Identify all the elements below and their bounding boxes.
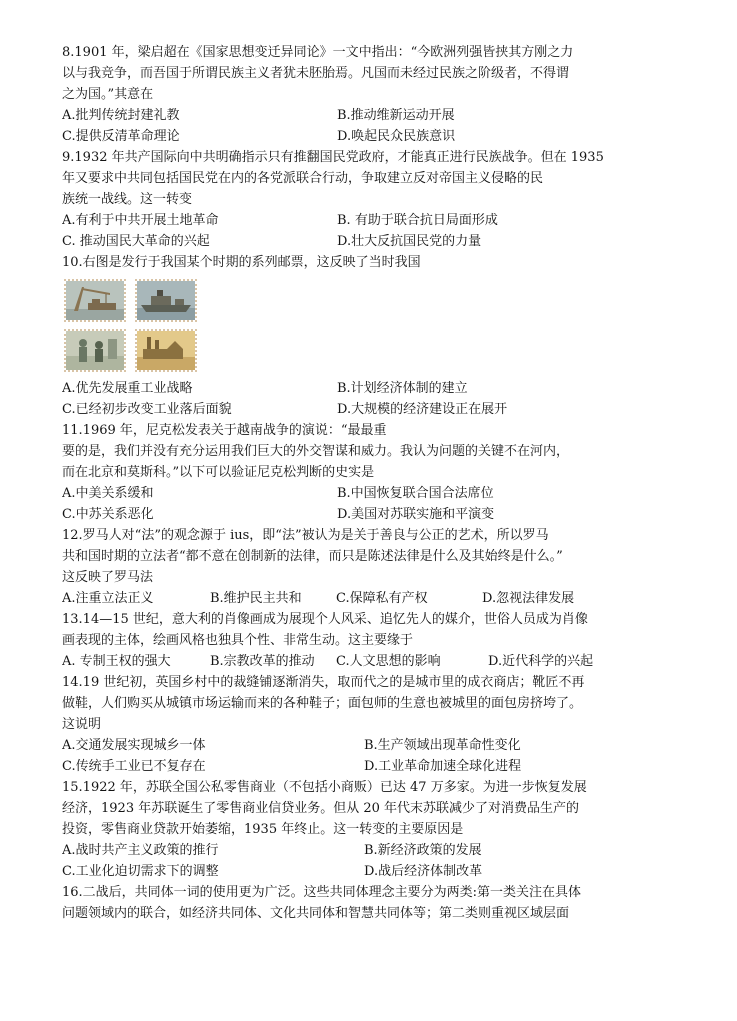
question-14-line-1: 14.19 世纪初，英国乡村中的裁缝铺逐渐消失，取而代之的是城市里的成衣商店；靴匠不再: [62, 675, 585, 690]
question-8-line-1: 8.1901 年，梁启超在《国家思想变迁异同论》一文中指出：“今欧洲列强皆挟其方刚之力: [62, 45, 574, 60]
question-9-option-d: D.壮大反抗国民党的力量: [337, 234, 482, 249]
question-12-line-1: 12.罗马人对“法”的观念源于 ius，即“法”被认为是关于善良与公正的艺术，所以罗马: [62, 528, 549, 543]
question-10-option-d: D.大规模的经济建设正在展开: [337, 402, 508, 417]
question-13-option-d: D.近代科学的兴起: [488, 654, 594, 669]
question-9: [62, 147, 712, 252]
question-9-line-3: 族统一战线。这一转变: [62, 192, 193, 207]
question-8: [62, 42, 712, 147]
question-13-option-a: A. 专制王权的强大: [62, 654, 171, 669]
question-14: [62, 672, 712, 777]
question-10-option-b: B.计划经济体制的建立: [337, 381, 468, 396]
question-13-options-row: [62, 651, 712, 672]
question-13: [62, 609, 712, 672]
question-11-line-1: 11.1969 年，尼克松发表关于越南战争的演说：“最最重: [62, 423, 387, 438]
question-10-options-row-2: [62, 399, 712, 420]
question-11-line-3: 而在北京和莫斯科。”以下可以验证尼克松判断的史实是: [62, 465, 375, 480]
question-10-options-row-1: [62, 378, 712, 399]
cargo-ship-stamp-icon: [135, 279, 197, 322]
question-8-options-row-1: [62, 105, 712, 126]
question-10-line-1: 10.右图是发行于我国某个时期的系列邮票，这反映了当时我国: [62, 255, 421, 270]
question-11-option-a: A.中美关系缓和: [62, 486, 154, 501]
question-15-line-3: 投资，零售商业贷款开始萎缩，1935 年终止。这一转变的主要原因是: [62, 822, 464, 837]
question-10-option-a: A.优先发展重工业战略: [62, 381, 193, 396]
question-14-option-c: C.传统手工业已不复存在: [62, 759, 206, 774]
question-11-line-2: 要的是，我们并没有充分运用我们巨大的外交智谋和威力。我认为问题的关键不在河内，: [62, 444, 570, 459]
question-12-line-2: 共和国时期的立法者“都不意在创制新的法律，而只是陈述法律是什么及其始终是什么。”: [62, 549, 563, 564]
question-15-line-2: 经济，1923 年苏联诞生了零售商业信贷业务。但从 20 年代末苏联减少了对消费品生产的: [62, 801, 580, 816]
question-11-option-d: D.美国对苏联实施和平演变: [337, 507, 495, 522]
question-11-option-b: B.中国恢复联合国合法席位: [337, 486, 494, 501]
question-13-option-b: B.宗教改革的推动: [210, 654, 315, 669]
question-9-options-row-2: [62, 231, 712, 252]
question-16-line-2: 问题领域内的联合，如经济共同体、文化共同体和智慧共同体等；第二类则重视区域层面: [62, 906, 570, 921]
question-9-line-2: 年又要求中共同包括国民党在内的各党派联合行动，争取建立反对帝国主义侵略的民: [62, 171, 544, 186]
question-12-option-d: D.忽视法律发展: [482, 591, 575, 606]
question-16-line-1: 16.二战后，共同体一词的使用更为广泛。这些共同体理念主要分为两类:第一类关注在具体: [62, 885, 582, 900]
question-15-option-d: D.战后经济体制改革: [364, 864, 483, 879]
question-15-options-row-1: [62, 840, 712, 861]
question-9-option-c: C. 推动国民大革命的兴起: [62, 234, 210, 249]
question-12: [62, 525, 712, 609]
question-9-options-row-1: [62, 210, 712, 231]
question-9-option-b: B. 有助于联合抗日局面形成: [337, 213, 498, 228]
question-15-options-row-2: [62, 861, 712, 882]
question-8-line-3: 之为国。”其意在: [62, 87, 154, 102]
question-13-option-c: C.人文思想的影响: [336, 654, 441, 669]
question-13-line-2: 画表现的主体，绘画风格也独具个性、非常生动。这主要缘于: [62, 633, 414, 648]
question-14-line-2: 做鞋，人们购买从城镇市场运输而来的各种鞋子；面包师的生意也被城里的面包房挤垮了。: [62, 696, 583, 711]
question-12-option-b: B.维护民主共和: [210, 591, 302, 606]
question-10-option-c: C.已经初步改变工业落后面貌: [62, 402, 232, 417]
question-12-line-3: 这反映了罗马法: [62, 570, 154, 585]
question-8-option-b: B.推动维新运动开展: [337, 108, 455, 123]
question-15-option-c: C.工业化迫切需求下的调整: [62, 864, 219, 879]
question-15-line-1: 15.1922 年，苏联全国公私零售商业（不包括小商贩）已达 47 万多家。为进一步恢复发展: [62, 780, 587, 795]
question-10: [62, 252, 712, 420]
industrial-plant-stamp-icon: [135, 329, 197, 372]
question-8-option-c: C.提供反清革命理论: [62, 129, 180, 144]
question-16: [62, 882, 712, 924]
question-12-option-a: A.注重立法正义: [62, 591, 154, 606]
question-14-option-b: B.生产领域出现革命性变化: [364, 738, 521, 753]
question-15-option-b: B.新经济政策的发展: [364, 843, 482, 858]
question-14-options-row-2: [62, 756, 712, 777]
question-15-option-a: A.战时共产主义政策的推行: [62, 843, 219, 858]
question-8-option-a: A.批判传统封建礼教: [62, 108, 180, 123]
question-8-options-row-2: [62, 126, 712, 147]
workers-stamp-icon: [64, 329, 126, 372]
question-8-line-2: 以与我竞争，而吾国于所谓民族主义者犹未胚胎焉。凡国而未经过民族之阶级者，不得谓: [62, 66, 570, 81]
shipyard-crane-stamp-icon: [64, 279, 126, 322]
question-13-line-1: 13.14—15 世纪，意大利的肖像画成为展现个人风采、追忆先人的媒介，世俗人员成为肖像: [62, 612, 588, 627]
exam-page: [62, 42, 712, 924]
stamp-set-image: [62, 276, 712, 374]
question-11-options-row-2: [62, 504, 712, 525]
question-14-option-d: D.工业革命加速全球化进程: [364, 759, 522, 774]
question-12-option-c: C.保障私有产权: [336, 591, 428, 606]
question-15: [62, 777, 712, 882]
question-14-options-row-1: [62, 735, 712, 756]
question-8-option-d: D.唤起民众民族意识: [337, 129, 456, 144]
question-9-option-a: A.有利于中共开展土地革命: [62, 213, 219, 228]
question-14-line-3: 这说明: [62, 717, 102, 732]
question-9-line-1: 9.1932 年共产国际向中共明确指示只有推翻国民党政府，才能真正进行民族战争。但在 1935: [62, 150, 604, 165]
question-14-option-a: A.交通发展实现城乡一体: [62, 738, 206, 753]
question-11: [62, 420, 712, 525]
question-11-option-c: C.中苏关系恶化: [62, 507, 154, 522]
question-12-options-row: [62, 588, 712, 609]
question-11-options-row-1: [62, 483, 712, 504]
